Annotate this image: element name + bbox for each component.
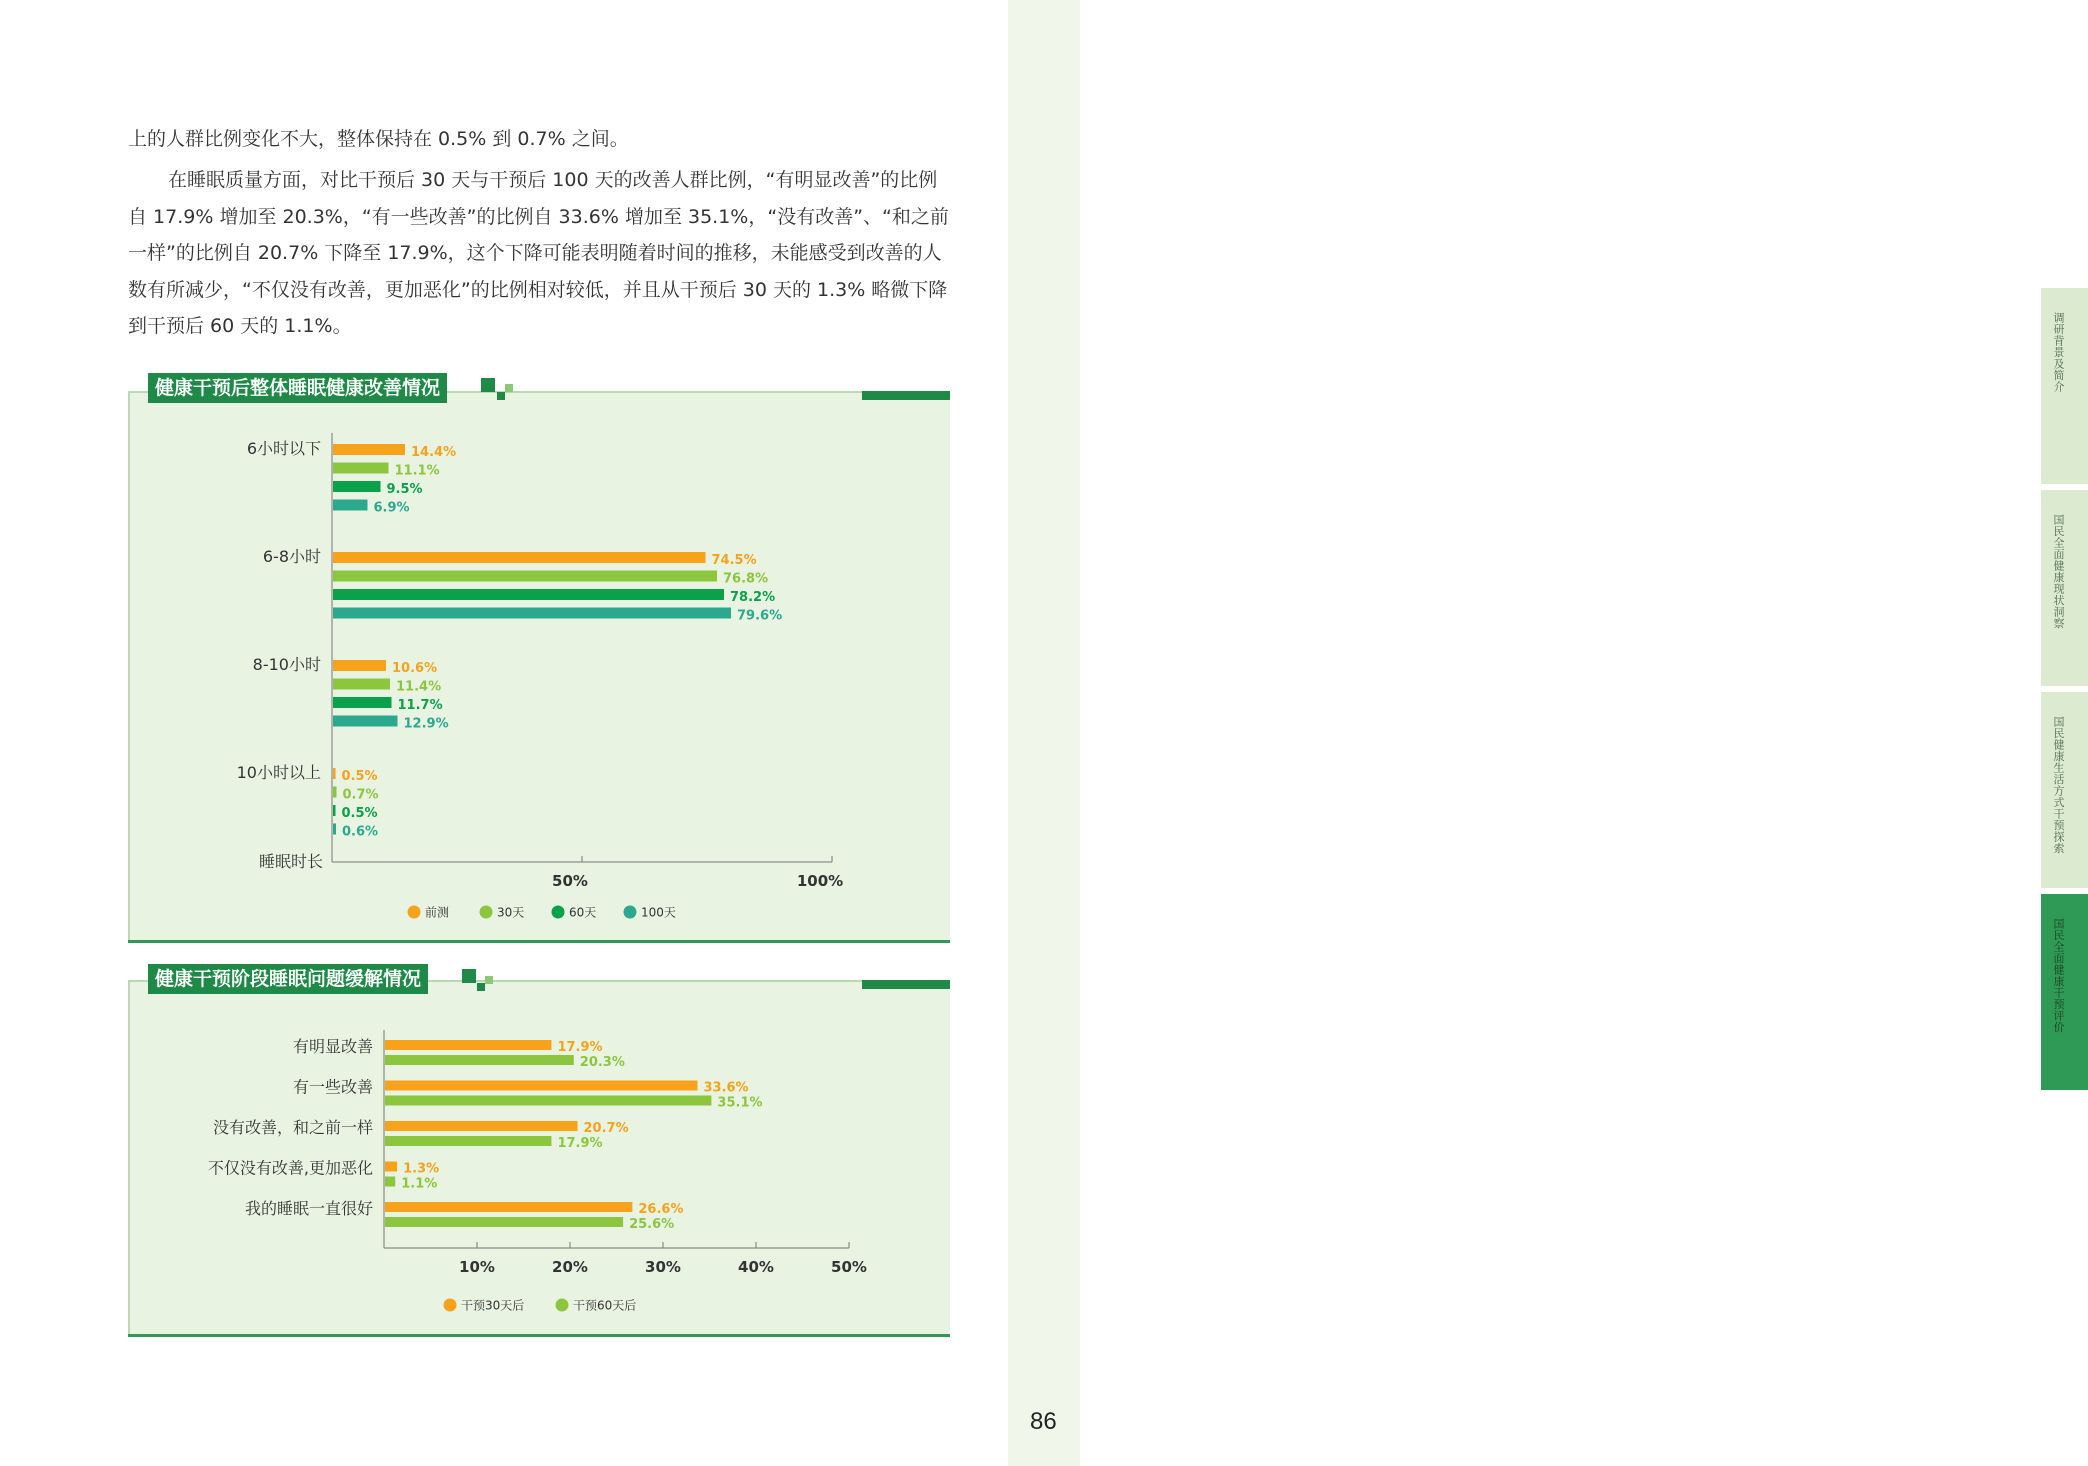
bar bbox=[333, 571, 717, 582]
data-label: 76.8% bbox=[723, 571, 769, 587]
bar bbox=[333, 660, 386, 671]
data-label: 33.6% bbox=[703, 1080, 749, 1096]
sidebar-tab-label: 国民全面健康现状洞察 bbox=[2052, 514, 2065, 629]
data-label: 25.6% bbox=[629, 1217, 675, 1232]
bar bbox=[333, 444, 405, 455]
title-decoration bbox=[497, 392, 505, 400]
bar bbox=[333, 500, 368, 511]
category-label: 6-8小时 bbox=[262, 547, 321, 566]
title-decoration bbox=[505, 384, 513, 392]
data-label: 0.7% bbox=[342, 787, 379, 803]
legend-label: 前测 bbox=[425, 905, 450, 920]
bar bbox=[333, 481, 381, 492]
title-decoration bbox=[485, 976, 493, 984]
sidebar-tab-2[interactable] bbox=[2041, 490, 2088, 686]
bar bbox=[333, 768, 336, 779]
paragraph-1: 上的人群比例变化不大，整体保持在 0.5% 到 0.7% 之间。 bbox=[128, 128, 629, 150]
category-label: 不仅没有改善,更加恶化 bbox=[207, 1158, 373, 1178]
legend-marker bbox=[624, 906, 637, 919]
data-label: 0.6% bbox=[342, 824, 379, 840]
category-label: 10小时以上 bbox=[236, 763, 321, 782]
data-label: 79.6% bbox=[737, 608, 783, 624]
chapter-sidebar bbox=[1008, 0, 2065, 1466]
legend-marker bbox=[480, 906, 493, 919]
bar bbox=[385, 1081, 697, 1091]
bar bbox=[385, 1055, 574, 1065]
legend-label: 干预30天后 bbox=[461, 1298, 525, 1313]
sidebar-tab-1[interactable] bbox=[2041, 288, 2088, 484]
data-label: 10.6% bbox=[392, 661, 438, 676]
sidebar-tab-label: 调研背景及简介 bbox=[2052, 312, 2065, 393]
x-tick-label: 50% bbox=[831, 1258, 867, 1276]
y-axis-title: 睡眠时长 bbox=[258, 852, 323, 871]
title-decoration bbox=[481, 378, 495, 392]
data-label: 1.3% bbox=[403, 1161, 440, 1177]
category-label: 有一些改善 bbox=[292, 1077, 373, 1097]
data-label: 26.6% bbox=[638, 1202, 684, 1217]
legend-label: 100天 bbox=[641, 905, 676, 920]
x-tick-label: 100% bbox=[796, 872, 844, 890]
data-label: 11.1% bbox=[394, 463, 440, 479]
data-label: 11.7% bbox=[397, 698, 443, 713]
data-label: 17.9% bbox=[557, 1040, 603, 1055]
data-label: 6.9% bbox=[373, 500, 410, 516]
data-label: 20.3% bbox=[579, 1055, 625, 1070]
bar bbox=[333, 463, 389, 474]
page-number: 86 bbox=[1030, 1408, 1057, 1435]
bar bbox=[385, 1040, 551, 1050]
chart-title: 健康干预后整体睡眠健康改善情况 bbox=[148, 373, 447, 403]
data-label: 14.4% bbox=[411, 445, 457, 460]
sidebar-tab-label: 国民健康生活方式干预探索 bbox=[2052, 716, 2065, 854]
bar bbox=[333, 824, 336, 835]
legend-marker bbox=[552, 906, 565, 919]
bar bbox=[333, 608, 731, 619]
x-tick-label: 50% bbox=[552, 872, 588, 890]
bar bbox=[333, 787, 337, 798]
sidebar-tab-3[interactable] bbox=[2041, 692, 2088, 888]
legend-label: 30天 bbox=[497, 905, 525, 920]
bar bbox=[385, 1217, 623, 1227]
bar bbox=[385, 1121, 578, 1131]
category-label: 没有改善，和之前一样 bbox=[212, 1118, 373, 1137]
bar bbox=[333, 589, 724, 600]
data-label: 11.4% bbox=[396, 679, 442, 695]
data-label: 12.9% bbox=[403, 716, 449, 732]
x-tick-label: 10% bbox=[459, 1258, 495, 1276]
legend-marker bbox=[556, 1299, 569, 1312]
data-label: 74.5% bbox=[711, 553, 757, 568]
data-label: 17.9% bbox=[557, 1136, 603, 1151]
data-label: 9.5% bbox=[386, 482, 423, 497]
bar bbox=[333, 552, 706, 563]
category-label: 6小时以下 bbox=[246, 439, 321, 458]
title-decoration bbox=[477, 983, 485, 991]
x-tick-label: 40% bbox=[738, 1258, 774, 1276]
bar bbox=[385, 1162, 397, 1172]
legend-marker bbox=[408, 906, 421, 919]
bar bbox=[333, 679, 390, 690]
data-label: 1.1% bbox=[401, 1176, 438, 1192]
category-label: 8-10小时 bbox=[252, 655, 321, 674]
sidebar-tab-4-active[interactable] bbox=[2041, 894, 2088, 1090]
legend-marker bbox=[444, 1299, 457, 1312]
bar bbox=[333, 805, 336, 816]
data-label: 78.2% bbox=[730, 590, 776, 605]
data-label: 35.1% bbox=[717, 1095, 763, 1111]
paragraph-2: 在睡眠质量方面，对比干预后 30 天与干预后 100 天的改善人群比例，“有明显改善”的比例自 17.9% 增加至 20.3%，“有一些改善”的比例自 33.6% 增加至 35.1%，“没有改善”、“和之前一样”的比例自 20.7% 下降至 17.9%，这个下降可能表明随着时间的推移，未能感受到改善的人数有所减少，“不仅没有改善，更加恶化”的比例相对较低，并且从干预后 30 天的 1.3% 略微下降到干预后 60 天的 1.1%。 bbox=[128, 169, 949, 337]
chart-title: 健康干预阶段睡眠问题缓解情况 bbox=[148, 964, 428, 994]
category-label: 有明显改善 bbox=[292, 1037, 373, 1056]
bar bbox=[333, 716, 398, 727]
data-label: 0.5% bbox=[341, 769, 378, 784]
sleep-problem-bar-chart bbox=[128, 980, 950, 1334]
sleep-duration-bar-chart bbox=[128, 391, 950, 940]
category-label: 我的睡眠一直很好 bbox=[244, 1199, 373, 1218]
x-tick-label: 30% bbox=[645, 1258, 681, 1276]
sleep-duration-chart-panel bbox=[128, 391, 950, 943]
sleep-problem-chart-panel bbox=[128, 980, 950, 1337]
title-decoration bbox=[462, 969, 476, 983]
bar bbox=[385, 1202, 632, 1212]
x-tick-label: 20% bbox=[552, 1258, 588, 1276]
legend-label: 60天 bbox=[569, 905, 597, 920]
bar bbox=[385, 1136, 551, 1146]
data-label: 20.7% bbox=[583, 1121, 629, 1136]
bar bbox=[385, 1177, 395, 1187]
bar bbox=[333, 697, 392, 708]
sidebar-tab-label: 国民全面健康干预评价 bbox=[2052, 918, 2065, 1033]
legend-label: 干预60天后 bbox=[573, 1298, 637, 1313]
data-label: 0.5% bbox=[341, 806, 378, 821]
bar bbox=[385, 1096, 711, 1106]
